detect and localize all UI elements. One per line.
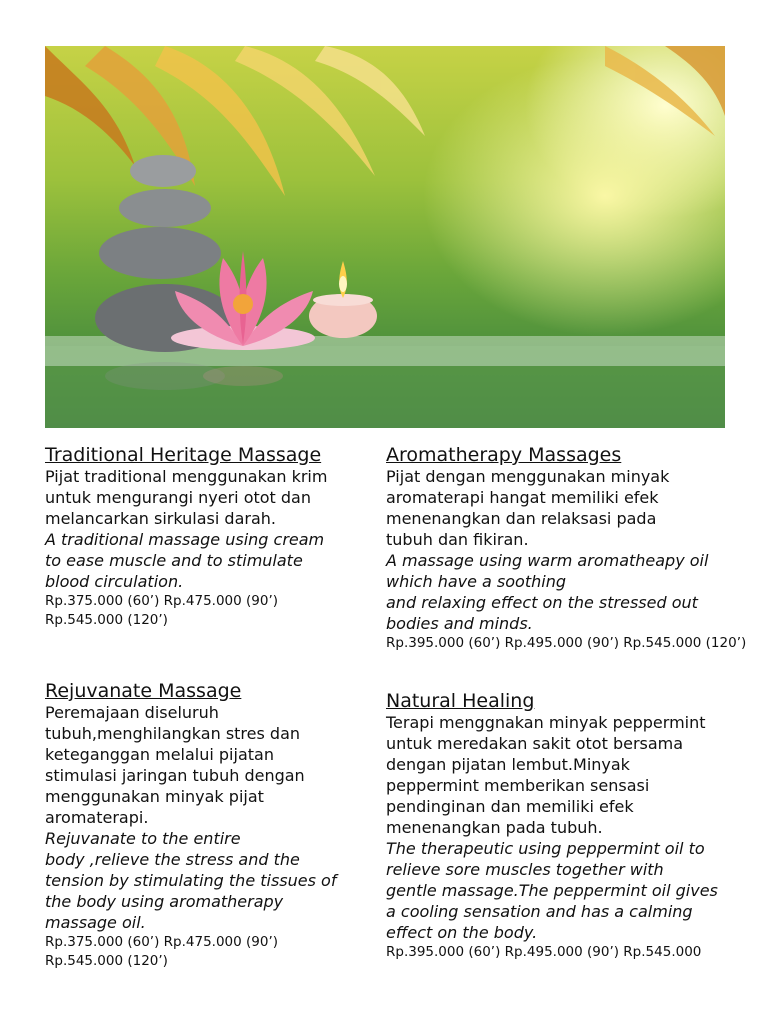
desc-en-line: which have a soothing	[386, 572, 566, 591]
service-natural-healing	[386, 690, 756, 962]
desc-en-line: gentle massage.The peppermint oil gives	[386, 881, 718, 900]
desc-en-line: effect on the body.	[386, 923, 538, 942]
service-rejuvanate	[45, 680, 375, 971]
desc-en-line: massage oil.	[45, 913, 146, 932]
desc-en-line: to ease muscle and to stimulate	[45, 551, 303, 570]
desc-id-line: Terapi menggnakan minyak peppermint	[386, 713, 706, 732]
desc-id-line: melancarkan sirkulasi darah.	[45, 509, 276, 528]
desc-en-line: a cooling sensation and has a calming	[386, 902, 693, 921]
desc-en-line: and relaxing effect on the stressed out	[386, 593, 698, 612]
price-text: Rp.375.000 (60’) Rp.475.000 (90’) Rp.545.000 (120’)	[45, 593, 279, 628]
desc-en-line: A traditional massage using cream	[45, 530, 325, 549]
desc-id-line: aromaterapi.	[45, 808, 149, 827]
desc-id-line: peppermint memberikan sensasi	[386, 776, 650, 795]
desc-id-line: Pijat dengan menggunakan minyak	[386, 467, 670, 486]
desc-id-line: Peremajaan diseluruh	[45, 703, 219, 722]
desc-id-line: menenangkan dan relaksasi pada	[386, 509, 657, 528]
price-text: Rp.395.000 (60’) Rp.495.000 (90’) Rp.545.000 (120’)	[386, 635, 747, 651]
desc-id-line: untuk mengurangi nyeri otot dan	[45, 488, 311, 507]
desc-id-line: dengan pijatan lembut.Minyak	[386, 755, 630, 774]
service-title: Natural Healing	[386, 690, 535, 712]
desc-id-line: menggunakan minyak pijat	[45, 787, 264, 806]
desc-en-line: tension by stimulating the tissues of	[45, 871, 337, 890]
desc-id-line: menenangkan pada tubuh.	[386, 818, 603, 837]
spa-stones-lotus-candle-image	[45, 46, 725, 428]
desc-id-line: aromaterapi hangat memiliki efek	[386, 488, 659, 507]
hero-image	[45, 46, 725, 428]
service-title: Rejuvanate Massage	[45, 680, 242, 702]
desc-en-line: body ,relieve the stress and the	[45, 850, 300, 869]
desc-id-line: stimulasi jaringan tubuh dengan	[45, 766, 305, 785]
desc-id-line: tubuh dan fikiran.	[386, 530, 529, 549]
desc-id-line: pendinginan dan memiliki efek	[386, 797, 634, 816]
desc-en-line: blood circulation.	[45, 572, 184, 591]
price-text: Rp.395.000 (60’) Rp.495.000 (90’) Rp.545.000	[386, 944, 702, 960]
desc-en-line: A massage using warm aromatheapy oil	[386, 551, 709, 570]
desc-en-line: Rejuvanate to the entire	[45, 829, 241, 848]
desc-id-line: untuk meredakan sakit otot bersama	[386, 734, 684, 753]
service-title: Aromatherapy Massages	[386, 444, 622, 466]
service-traditional-heritage	[45, 444, 370, 630]
desc-id-line: tubuh,menghilangkan stres dan	[45, 724, 301, 743]
service-aromatherapy	[386, 444, 756, 653]
desc-en-line: The therapeutic using peppermint oil to	[386, 839, 705, 858]
desc-en-line: bodies and minds.	[386, 614, 533, 633]
desc-en-line: relieve sore muscles together with	[386, 860, 664, 879]
price-text: Rp.375.000 (60’) Rp.475.000 (90’) Rp.545.000 (120’)	[45, 934, 279, 969]
desc-id-line: keteganggan melalui pijatan	[45, 745, 274, 764]
service-title: Traditional Heritage Massage	[45, 444, 322, 466]
desc-en-line: the body using aromatherapy	[45, 892, 284, 911]
desc-id-line: Pijat traditional menggunakan krim	[45, 467, 328, 486]
